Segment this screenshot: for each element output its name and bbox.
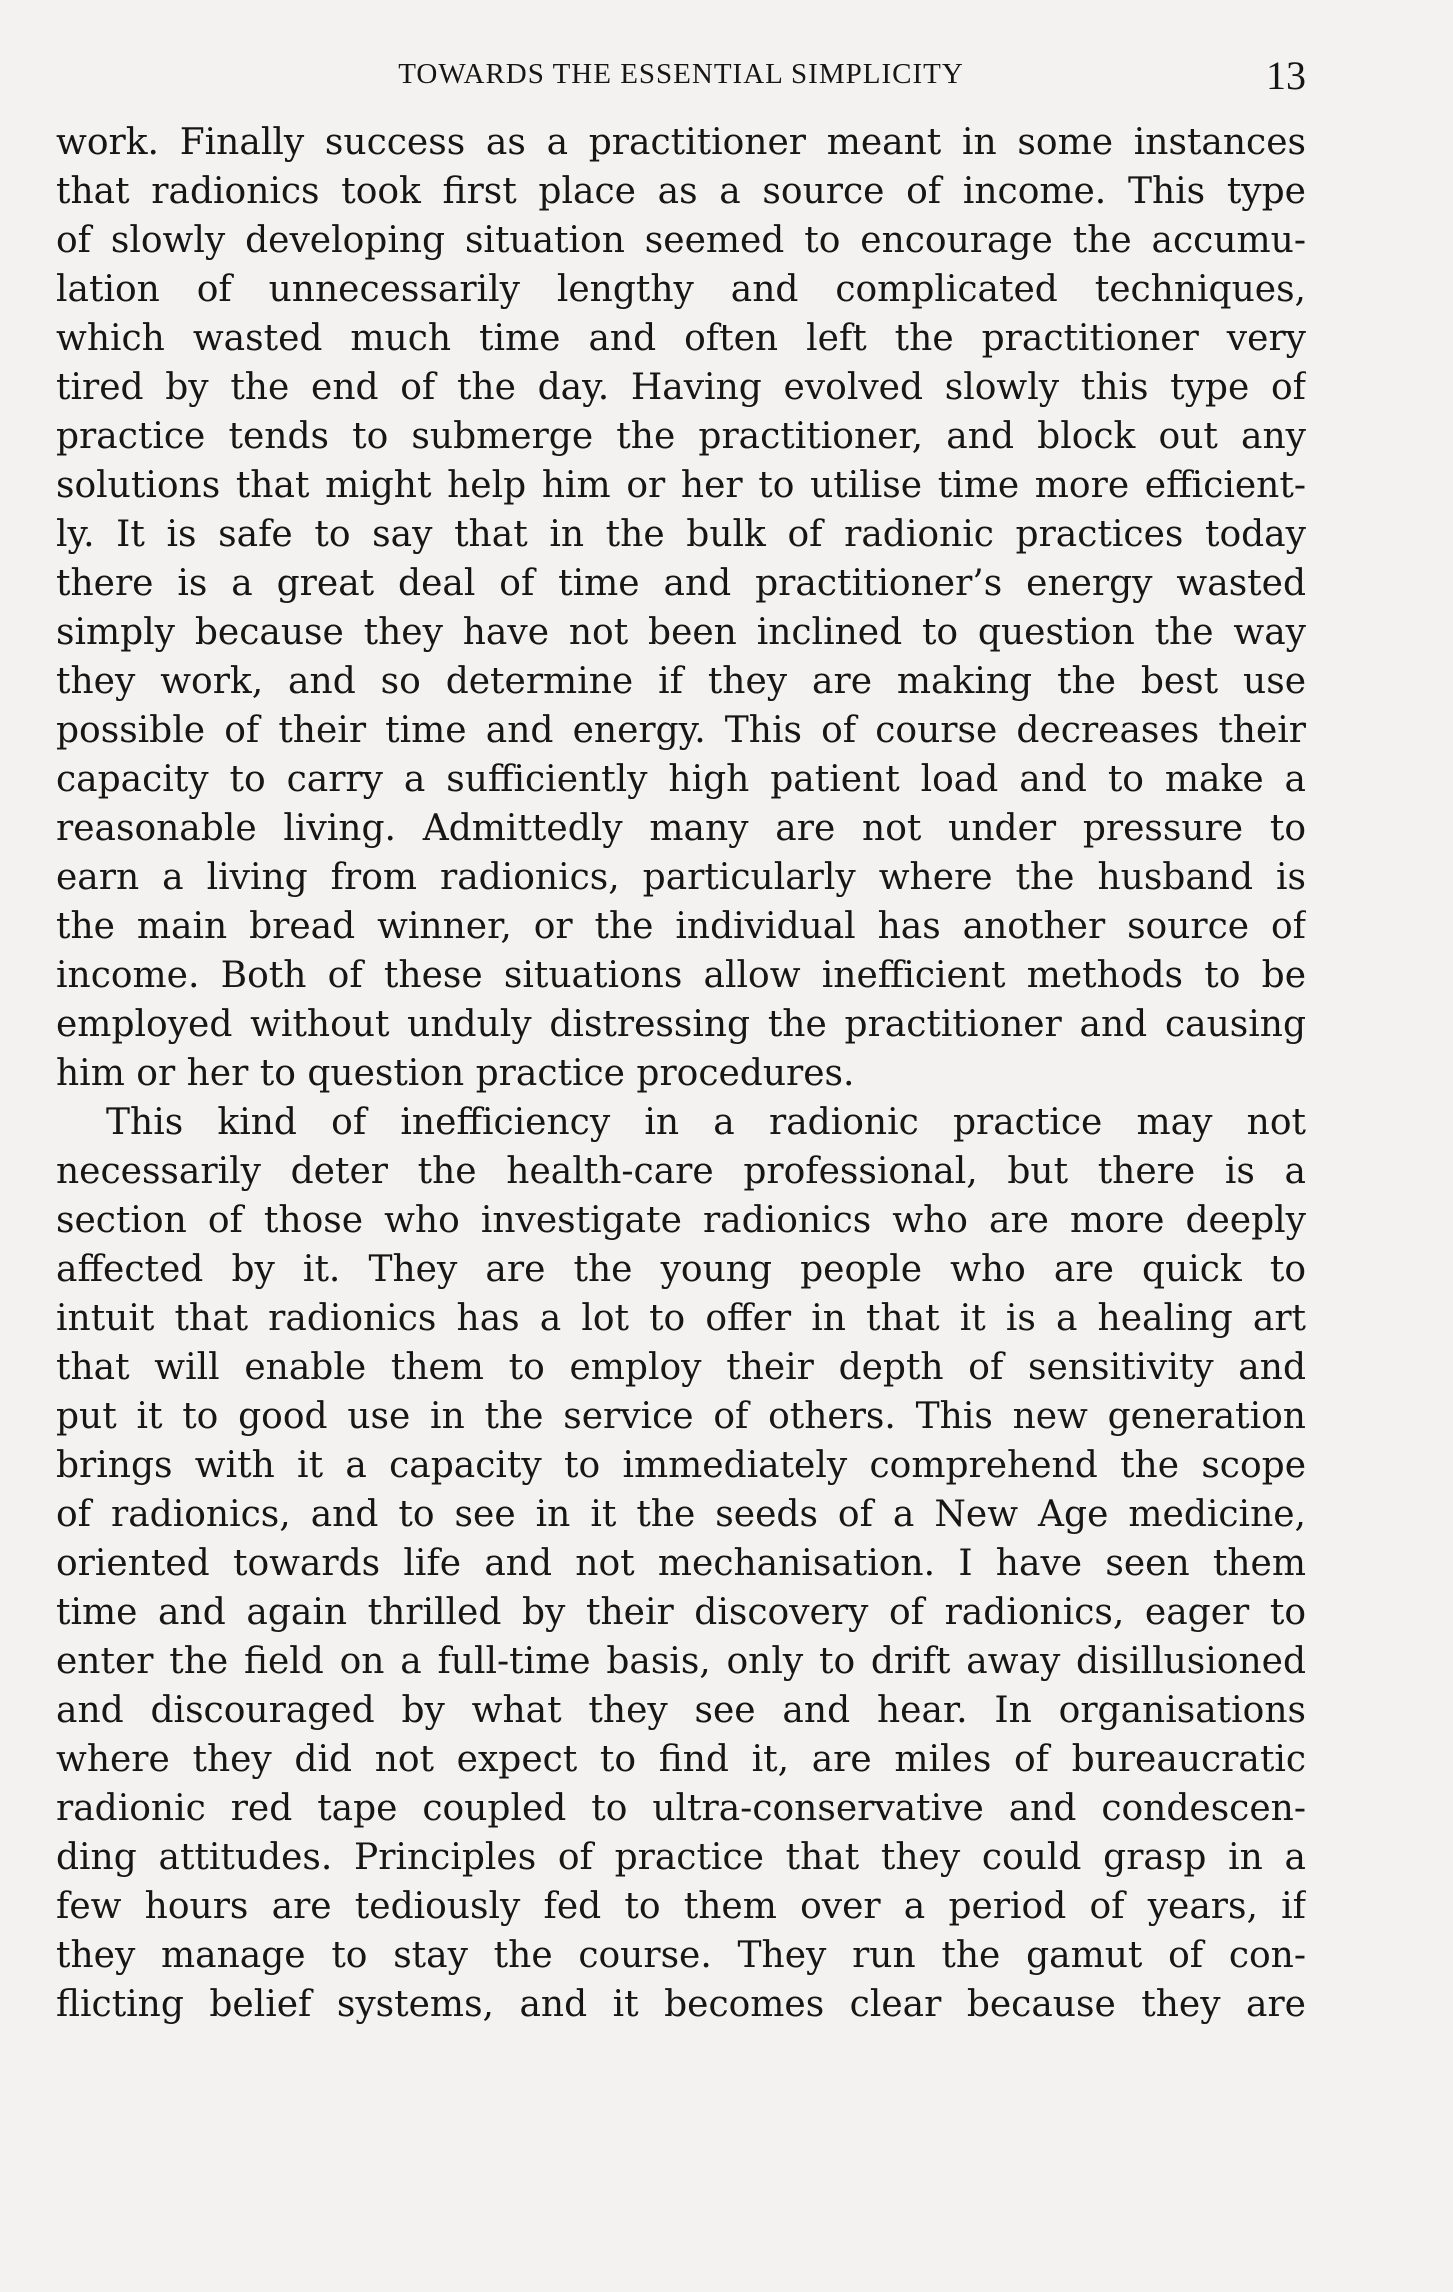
text-line: intuit that radionics has a lot to offer in that it is a healing art [56,1298,1306,1339]
page-number: 13 [1266,53,1306,98]
text-line: time and again thrilled by their discovery of radionics, eager to [56,1592,1306,1633]
text-line: affected by it. They are the young people who are quick to [56,1249,1306,1290]
text-line: that radionics took first place as a source of income. This type [56,171,1306,212]
paragraph-end-line: him or her to question practice procedures. [56,1053,855,1094]
text-line: possible of their time and energy. This of course decreases their [56,710,1306,751]
paragraph-start-line: This kind of inefficiency in a radionic practice may not [106,1102,1306,1143]
text-line: oriented towards life and not mechanisation. I have seen them [56,1543,1306,1584]
text-line: that will enable them to employ their depth of sensitivity and [56,1347,1306,1388]
text-line: earn a living from radionics, particularly where the husband is [56,857,1306,898]
text-line: radionic red tape coupled to ultra-conservative and condescen- [56,1788,1306,1829]
text-line: employed without unduly distressing the practitioner and causing [56,1004,1306,1045]
text-line: which wasted much time and often left the practitioner very [56,318,1306,359]
text-line: solutions that might help him or her to utilise time more efficient- [56,465,1306,506]
text-line: ly. It is safe to say that in the bulk of radionic practices today [56,514,1306,555]
body-text [56,118,1306,2029]
text-line: brings with it a capacity to immediately comprehend the scope [56,1445,1306,1486]
text-line: income. Both of these situations allow inefficient methods to be [56,955,1306,996]
text-line: of slowly developing situation seemed to encourage the accumu- [56,220,1306,261]
text-line: put it to good use in the service of others. This new generation [56,1396,1306,1437]
text-line: the main bread winner, or the individual has another source of [56,906,1306,947]
text-line: capacity to carry a sufficiently high patient load and to make a [56,759,1306,800]
text-line: they work, and so determine if they are making the best use [56,661,1306,702]
text-line: work. Finally success as a practitioner meant in some instances [56,122,1306,163]
text-line: ding attitudes. Principles of practice that they could grasp in a [56,1837,1306,1878]
text-line: flicting belief systems, and it becomes clear because they are [56,1984,1306,2025]
text-line: reasonable living. Admittedly many are not under pressure to [56,808,1306,849]
text-line: enter the field on a full-time basis, only to drift away disillusioned [56,1641,1306,1682]
text-line: few hours are tediously fed to them over a period of years, if [56,1886,1306,1927]
text-line: of radionics, and to see in it the seeds of a New Age medicine, [56,1494,1306,1535]
text-line: section of those who investigate radionics who are more deeply [56,1200,1306,1241]
running-title: TOWARDS THE ESSENTIAL SIMPLICITY [398,58,964,90]
text-line: there is a great deal of time and practitioner’s energy wasted [56,563,1306,604]
text-line: and discouraged by what they see and hear. In organisations [56,1690,1306,1731]
text-line: they manage to stay the course. They run the gamut of con- [56,1935,1306,1976]
text-line: tired by the end of the day. Having evolved slowly this type of [56,367,1306,408]
text-line: practice tends to submerge the practitioner, and block out any [56,416,1306,457]
text-line: where they did not expect to find it, are miles of bureaucratic [56,1739,1306,1780]
running-head [56,53,1306,106]
text-line: simply because they have not been inclined to question the way [56,612,1306,653]
text-line: necessarily deter the health-care professional, but there is a [56,1151,1306,1192]
text-line: lation of unnecessarily lengthy and complicated techniques, [56,269,1306,310]
